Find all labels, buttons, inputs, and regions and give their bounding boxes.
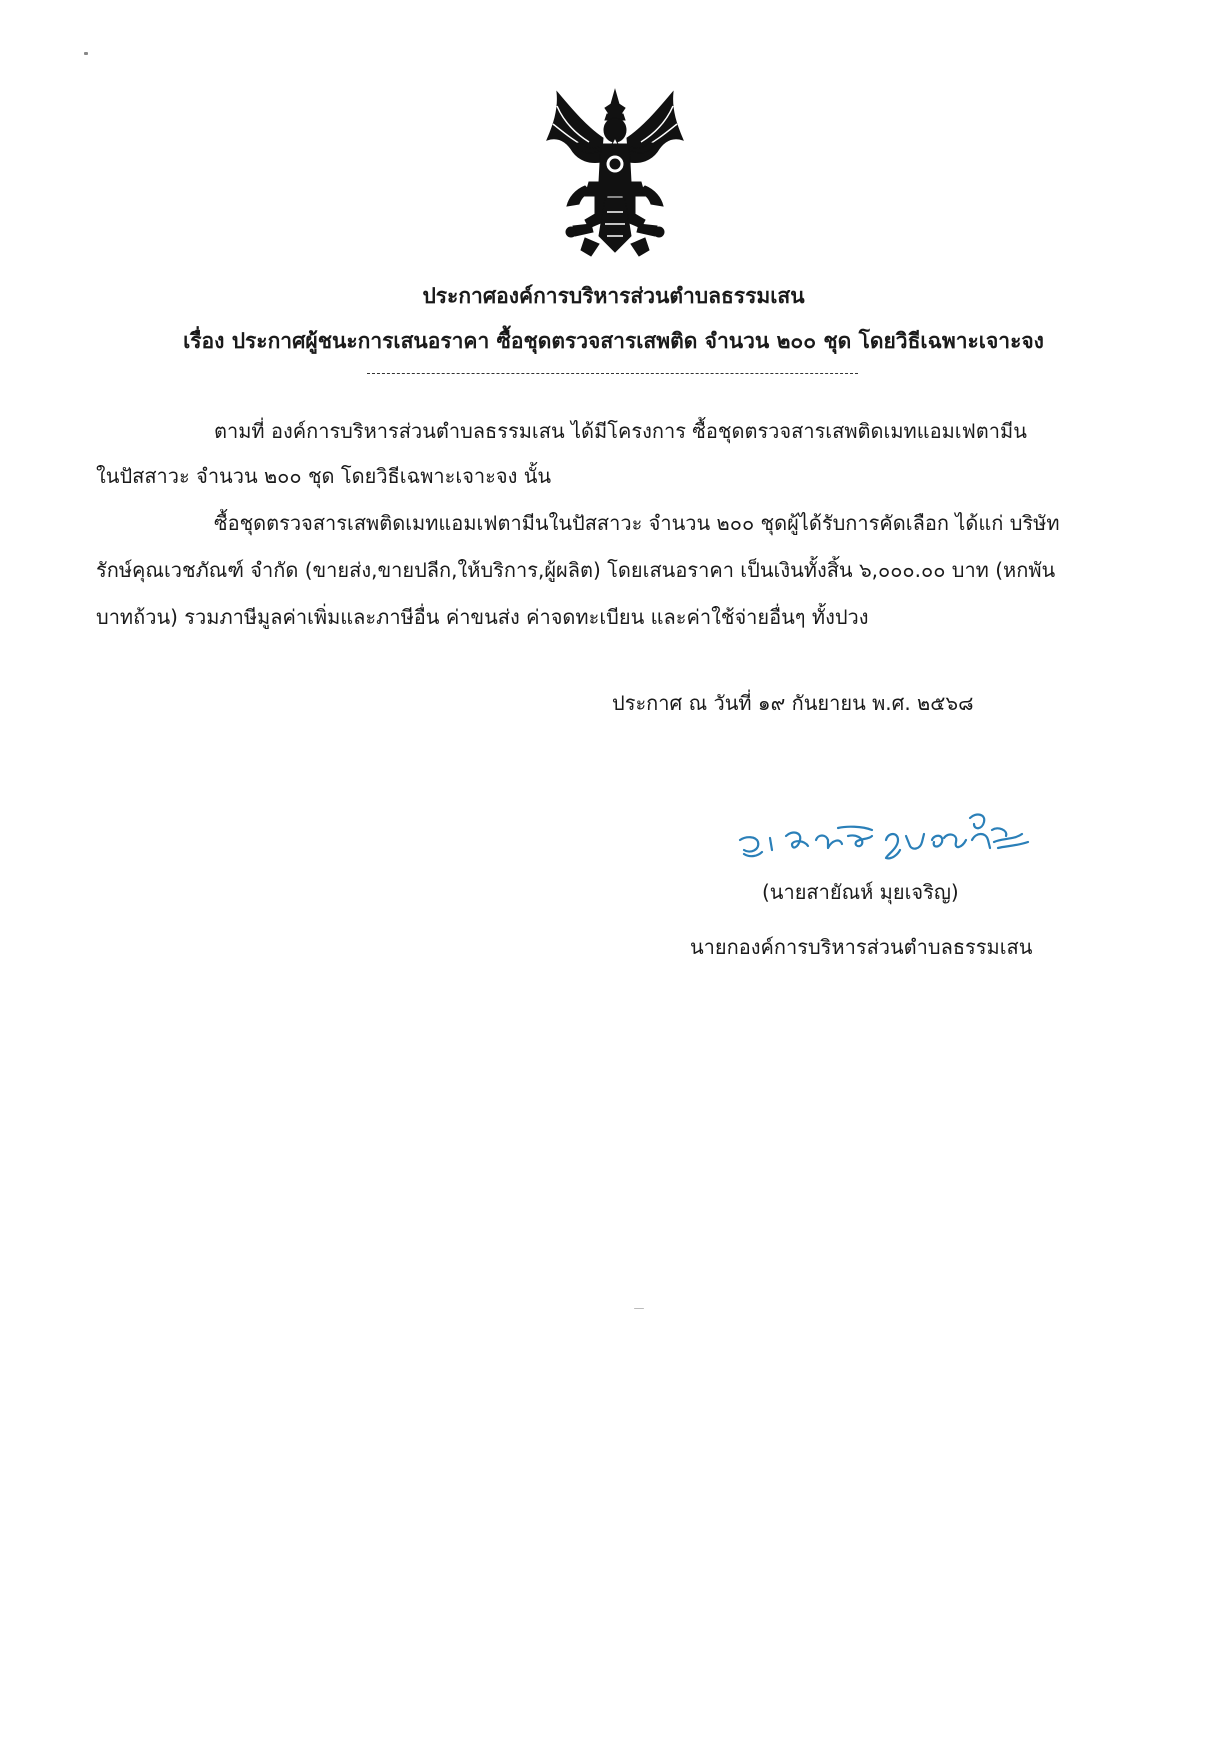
signer-name: (นายสายัณห์ มุยเจริญ)	[762, 880, 959, 904]
announcement-date: ประกาศ ณ วันที่ ๑๙ กันยายน พ.ศ. ๒๕๖๘	[612, 691, 974, 715]
body-paragraph-2-line-3: บาทถ้วน) รวมภาษีมูลค่าเพิ่มและภาษีอื่น ค่าขนส่ง ค่าจดทะเบียน และค่าใช้จ่ายอื่นๆ ทั้งปวง	[96, 605, 869, 629]
scan-speck	[634, 1308, 644, 1309]
announcement-title: ประกาศองค์การบริหารส่วนตำบลธรรมเสน	[422, 284, 805, 308]
title-divider	[367, 373, 858, 374]
announcement-subject: เรื่อง ประกาศผู้ชนะการเสนอราคา ซื้อชุดตรวจสารเสพติด จำนวน ๒๐๐ ชุด โดยวิธีเฉพาะเจาะจง	[183, 329, 1044, 353]
body-paragraph-2-line-2: รักษ์คุณเวชภัณฑ์ จำกัด (ขายส่ง,ขายปลีก,ให้บริการ,ผู้ผลิต) โดยเสนอราคา เป็นเงินทั้งสิ้น ๖,๐๐๐.๐๐ บาท (หกพัน	[96, 558, 1056, 582]
garuda-emblem-icon	[545, 86, 685, 260]
body-paragraph-2-line-1: ซื้อชุดตรวจสารเสพติดเมทแอมเฟตามีนในปัสสาวะ จำนวน ๒๐๐ ชุดผู้ได้รับการคัดเลือก ได้แก่ บริษัท	[214, 511, 1060, 535]
handwritten-signature	[736, 796, 1036, 866]
body-paragraph-1-line-2: ในปัสสาวะ จำนวน ๒๐๐ ชุด โดยวิธีเฉพาะเจาะจง นั้น	[96, 464, 552, 488]
scan-speck	[84, 52, 88, 55]
body-paragraph-1-line-1: ตามที่ องค์การบริหารส่วนตำบลธรรมเสน ได้มีโครงการ ซื้อชุดตรวจสารเสพติดเมทแอมเฟตามีน	[214, 419, 1027, 443]
signer-title: นายกองค์การบริหารส่วนตำบลธรรมเสน	[690, 935, 1033, 959]
